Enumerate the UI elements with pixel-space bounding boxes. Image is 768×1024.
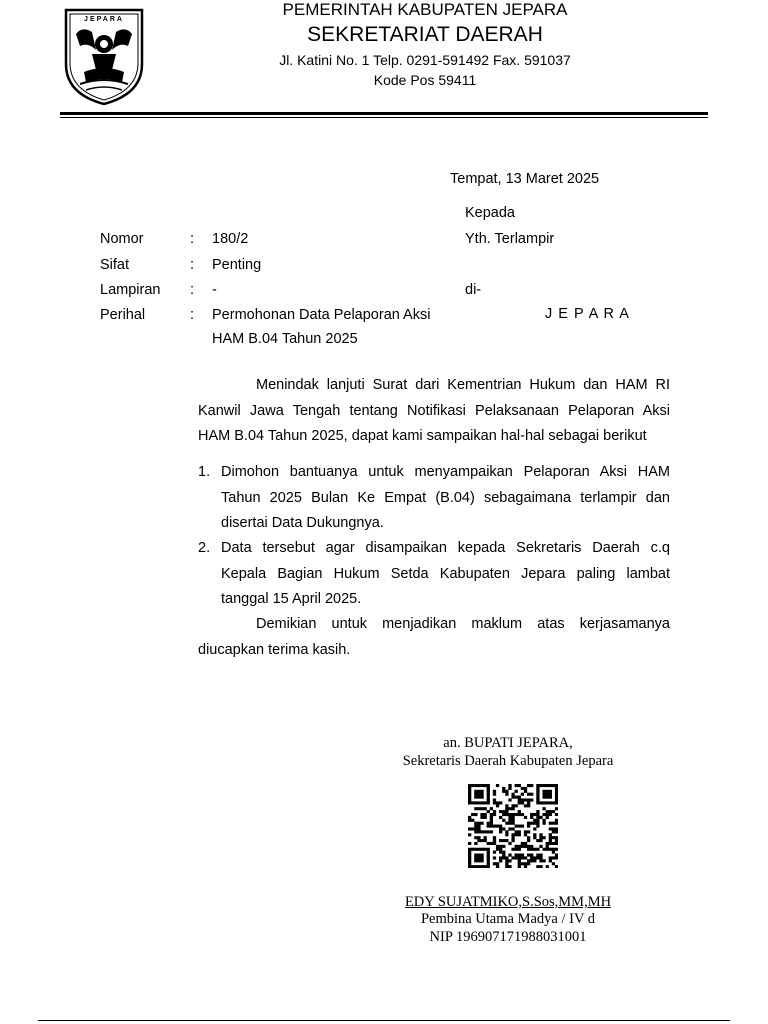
intro-line: Kanwil Jawa Tengah tentang Notifikasi Pelaksanaan Pelaporan Aksi xyxy=(198,402,670,419)
intro-line: Menindak lanjuti Surat dari Kementrian Hukum dan HAM RI xyxy=(256,377,670,393)
meta-nomor-label: Nomor xyxy=(100,231,144,247)
gov-name: PEMERINTAH KABUPATEN JEPARA xyxy=(282,0,568,19)
signatory-name: EDY SUJATMIKO,S.Sos,MM,MH xyxy=(404,894,612,910)
signatory-nip: NIP 196907171988031001 xyxy=(429,929,587,945)
intro-line: HAM B.04 Tahun 2025, dapat kami sampaikan hal-hal sebagai berikut xyxy=(198,428,647,444)
header-divider-thick xyxy=(60,112,708,115)
signature-an: an. BUPATI JEPARA, xyxy=(443,735,573,751)
meta-colon: : xyxy=(190,257,195,273)
closing-line: diucapkan terima kasih. xyxy=(198,641,351,658)
postal-code: Kode Pos 59411 xyxy=(373,72,477,88)
list-number: 2. xyxy=(198,540,211,556)
meta-colon: : xyxy=(190,307,195,323)
place-date: Tempat, 13 Maret 2025 xyxy=(450,171,600,187)
meta-lampiran-value: - xyxy=(212,282,217,298)
recipient-kepada: Kepada xyxy=(465,205,515,221)
meta-sifat-label: Sifat xyxy=(100,257,130,273)
meta-lampiran-label: Lampiran xyxy=(100,282,161,298)
meta-perihal-value: Permohonan Data Pelaporan Aksi xyxy=(212,307,431,323)
meta-nomor-value: 180/2 xyxy=(212,231,249,247)
office-name: SEKRETARIAT DAERAH xyxy=(307,23,543,46)
meta-colon: : xyxy=(190,282,195,298)
recipient-city: J E P A R A xyxy=(545,306,630,322)
header-divider-thin xyxy=(60,117,708,118)
list-item-line: tanggal 15 April 2025. xyxy=(221,591,362,607)
list-item-line: Dimohon bantuanya untuk menyampaikan Pelaporan Aksi HAM xyxy=(221,464,670,480)
list-item xyxy=(221,536,670,613)
signatory-rank: Pembina Utama Madya / IV d xyxy=(420,911,596,927)
footer-divider xyxy=(38,1020,730,1021)
jepara-coat-of-arms-logo xyxy=(62,6,146,106)
list-item-line: Kepala Bagian Hukum Setda Kabupaten Jepara paling lambat xyxy=(221,565,670,582)
recipient-di: di- xyxy=(465,282,482,298)
closing-line: Demikian untuk menjadikan maklum atas kerjasamanya xyxy=(256,616,670,632)
list-item-line: disertai Data Dukungnya. xyxy=(221,515,384,531)
meta-perihal-label: Perihal xyxy=(100,307,146,323)
address: Jl. Katini No. 1 Telp. 0291-591492 Fax. 591037 xyxy=(279,52,571,68)
signature-title: Sekretaris Daerah Kabupaten Jepara xyxy=(402,753,614,769)
list-item-line: Tahun 2025 Bulan Ke Empat (B.04) sebagaimana terlampir dan xyxy=(221,489,670,506)
intro-paragraph xyxy=(198,373,670,450)
closing-paragraph xyxy=(198,612,670,663)
recipient-yth: Yth. Terlampir xyxy=(465,231,555,247)
signature-qr-code xyxy=(468,784,558,868)
logo-text: JEPARA xyxy=(84,16,124,23)
meta-perihal-value-line2: HAM B.04 Tahun 2025 xyxy=(212,331,358,347)
list-item-line: Data tersebut agar disampaikan kepada Sekretaris Daerah c.q xyxy=(221,540,670,556)
meta-colon: : xyxy=(190,231,195,247)
meta-sifat-value: Penting xyxy=(212,257,262,273)
list-number: 1. xyxy=(198,464,211,480)
list-item xyxy=(221,460,670,537)
